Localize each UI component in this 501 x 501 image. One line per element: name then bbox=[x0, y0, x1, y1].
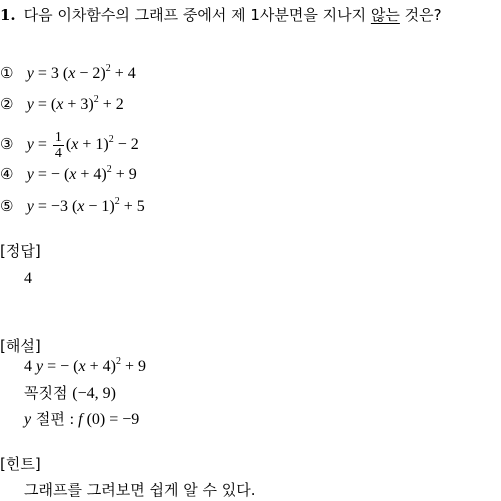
option-3-formula: y = $\frac{1}{4}$ $(x + 1)^2 - 2$ bbox=[26, 129, 139, 161]
option-5-formula: y = −3 $(x - 1)^2 + 5$ bbox=[26, 196, 145, 215]
option-1-marker: ① bbox=[0, 64, 14, 82]
question-text-underlined: 않는 bbox=[370, 6, 400, 24]
option-2-marker: ② bbox=[0, 95, 14, 113]
option-5 bbox=[0, 197, 145, 216]
vertex-value: (−4, 9) bbox=[72, 385, 116, 402]
option-5-marker: ⑤ bbox=[0, 197, 14, 215]
question-line bbox=[0, 6, 442, 24]
vertex-label: 꼭짓점 bbox=[24, 384, 73, 402]
question-text-before: 다음 이차함수의 그래프 중에서 제 1사분면을 지나지 bbox=[23, 6, 371, 24]
explanation-line-1: 4 y = − $(x + 4)^2 + 9$ bbox=[24, 356, 146, 375]
explanation-line-2 bbox=[24, 384, 116, 403]
explanation-line-3: y 절편 : f (0) = −9 bbox=[24, 410, 140, 428]
option-1-formula: y = 3 $(x - 2)^2 + 4$ bbox=[26, 63, 136, 82]
question-number: 1. bbox=[0, 6, 16, 24]
option-4-formula: y = − $(x + 4)^2 + 9$ bbox=[26, 164, 137, 183]
option-4-marker: ④ bbox=[0, 165, 14, 183]
answer-header: [정답] bbox=[0, 242, 41, 260]
option-4 bbox=[0, 165, 137, 184]
option-1 bbox=[0, 64, 136, 83]
hint-header: [힌트] bbox=[0, 455, 41, 473]
option-2-formula: $y = (x + 3)^2 + 2$ bbox=[26, 94, 124, 113]
question-text-after: 것은? bbox=[399, 6, 442, 24]
answer-value: 4 bbox=[24, 270, 32, 287]
explanation-header: [해설] bbox=[0, 337, 41, 355]
option-2 bbox=[0, 95, 124, 114]
hint-text: 그래프를 그려보면 쉽게 알 수 있다. bbox=[24, 481, 256, 499]
fraction-one-quarter: $\frac{1}{4}$ bbox=[54, 129, 62, 161]
option-3 bbox=[0, 126, 139, 163]
option-3-marker: ③ bbox=[0, 135, 14, 153]
